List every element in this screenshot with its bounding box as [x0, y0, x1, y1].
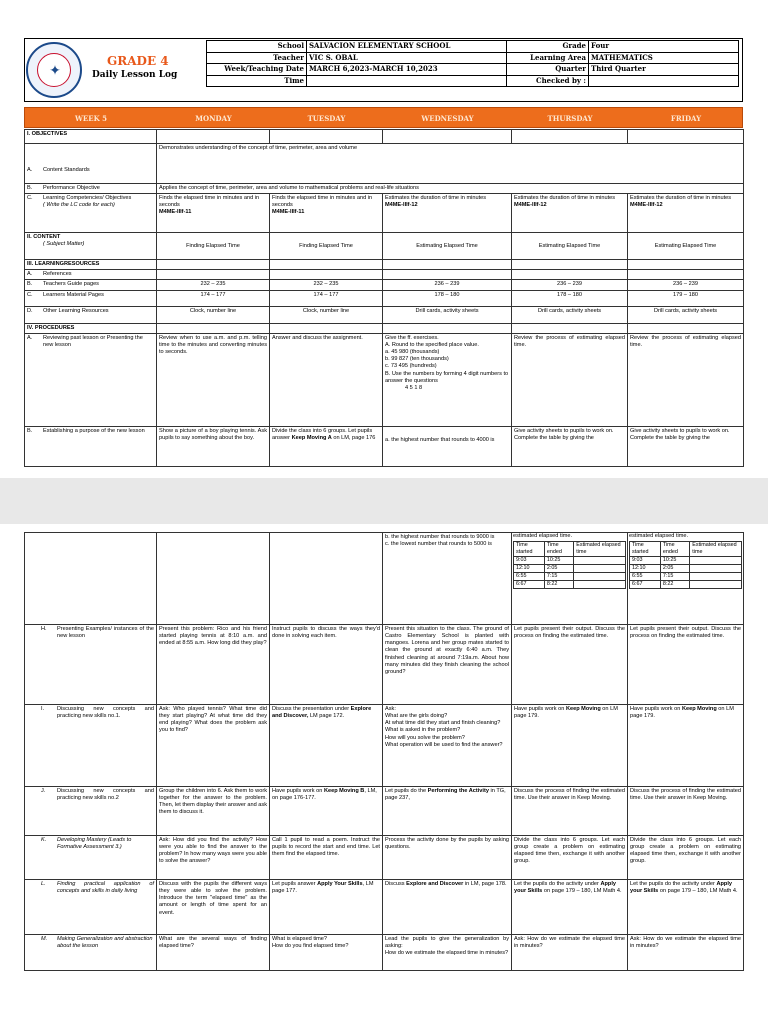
info-table — [206, 40, 739, 87]
performance-label: Performance Objective — [43, 185, 100, 191]
procedure-i-label: Discussing new concepts and practicing new skills no.1. — [57, 706, 154, 720]
competency-fri-code: M4ME-IIIf-12 — [630, 202, 663, 209]
deped-seal-icon: ✦ — [26, 42, 82, 98]
lm-mon: 174 – 177 — [157, 290, 270, 306]
content-tue: Finding Elapsed Time — [270, 233, 383, 260]
competency-mon: Finds the elapsed time in minutes and in seconds — [159, 195, 260, 209]
lm-thu: 178 – 180 — [512, 290, 628, 306]
procedure-j-fri: Discuss the process of finding the estimated time. Use their answer in Keep Moving. — [628, 787, 744, 836]
procedure-i-mon: Ask: Who played tennis? What time did they start playing? At what time did they end playing? What does the problem ask you to find? — [157, 705, 270, 787]
quarter-value: Third Quarter — [589, 64, 739, 76]
teacher-label: Teacher — [207, 52, 307, 64]
checked-by-value — [589, 75, 739, 87]
lm-tue: 174 – 177 — [270, 290, 383, 306]
procedure-b-fri: Give activity sheets to pupils to work on. Complete the table by giving the — [628, 426, 744, 466]
tg-mon: 232 – 235 — [157, 280, 270, 290]
tg-wed: 236 – 239 — [383, 280, 512, 290]
content-fri: Estimating Elapsed Time — [628, 233, 744, 260]
content-standard-label: Content Standards — [43, 167, 90, 173]
procedure-k-thu: Divide the class into 6 groups. Let each group create a problem on estimating elapsed time then, exchange it with another group. — [512, 836, 628, 880]
content-thu: Estimating Elapsed Time — [512, 233, 628, 260]
day-monday: MONDAY — [195, 114, 232, 123]
time-label: Time — [207, 75, 307, 87]
procedure-a-wed: Give the ff. exercises. A. Round to the specified place value. a. 45 980 (thousands) b. 99 827 (ten thousands) c. 73 495 (hundreds) B. Use the numbers by forming 4 digit numbers to answer the questions 4 5 1 8 — [383, 333, 512, 426]
procedure-m-label: Making Generalization and abstraction about the lesson — [57, 936, 153, 950]
procedure-i-wed: Ask: What are the girls doing? At what time did they start and finish cleaning? What is asked in the problem? How will you solve the problem? What operation will be used to find the answer? — [383, 705, 512, 787]
other-resources-label: Other Learning Resources — [43, 307, 109, 314]
day-friday: FRIDAY — [670, 114, 702, 123]
procedure-m-fri: Ask: How do we estimate the elapsed time in minutes? — [628, 935, 744, 971]
references-label: References — [43, 271, 72, 278]
procedure-j-tue: Have pupils work on Keep Moving B, LM, on page 176-177. — [270, 787, 383, 836]
procedure-a-mon: Review when to use a.m. and p.m. telling time to the minutes and converting minutes to seconds. — [157, 333, 270, 426]
competency-wed-code: M4ME-IIIf-12 — [385, 202, 418, 209]
procedure-a-thu: Review the process of estimating elapsed time. — [512, 333, 628, 426]
procedures-heading: IV. PROCEDURES — [25, 323, 157, 333]
content-sub: ( Subject Matter) — [43, 241, 85, 248]
day-header-bar — [24, 107, 743, 128]
procedure-l-wed: Discuss Explore and Discover in LM, page 178. — [383, 880, 512, 935]
lesson-grid-page1: I. OBJECTIVES A. Content Standards Demonstrates understanding of the concept of time, perimeter, area and volume B. Performance Objective Applies the concept of time, perimeter, area and volume to mathematical problems and real-life situations C. Learning Competencies/ Objectives ( Write the LC code for each) Finds the elapsed time in minutes and in seconds M4ME-IIIf-11 Finds the elapsed time in minutes and in seconds M4ME-IIIf-11 Estimates the duration of time in minutes M4ME-IIIf-12 Estimates the duration of time in minutes M4ME-IIIf-12 Estimates the duration of time in minutes M4ME-IIIf-12 II. CONTENT ( Subject Matter) Finding Elapsed Time Finding Elapsed Time Estimating Elapsed Time Estimating Elapsed Time Estimating Elapsed Time III. LEARNINGRESOURCES A. References B. Teachers Guide pages 232 – 235 232 – 235 236 – 239 236 – 239 236 – 239 C. Learners Material Pages 174 – 177 174 – 177 178 – 180 178 – 180 179 – 180 D. Other Learning Resources Clock, number line Clock, number line Drill cards, activity sheets Drill cards, activity sheets Drill cards, activity sheets IV. PROCEDURES A. Reviewing past lesson or Presenting the new lesson Review when to use a.m. and p.m. telling time to the minutes and converting minutes to seconds. Answer and discuss the assignment. Give the ff. exercises. A. Round to the specified place value. a. 45 980 (thousands) b. 99 827 (ten thousands) c. 73 495 (hundreds) B. Use the numbers by forming 4 digit numbers to answer the questions 4 5 1 8 Review the process of estimating elapsed time. Review the process of estimating elapsed time. B. Establishing a purpose of the new lesson Show a picture of a boy playing tennis. Ask pupils to say something about the boy. Divide the class into 6 groups. Let pupils answer Keep Moving A on LM, page 176 a. the highest number that rounds to 4000 is Give activity sheets to pupils to work on. Complete the table by giving the Give activity sheets to pupils to work on. Complete the table by giving the — [24, 129, 744, 467]
page-one — [0, 0, 768, 478]
procedure-m-mon: What are the several ways of finding elapsed time? — [157, 935, 270, 971]
competency-fri: Estimates the duration of time in minutes — [630, 195, 732, 202]
lm-label: Learners Material Pages — [43, 291, 104, 298]
procedure-b-thu: Give activity sheets to pupils to work on. Complete the table by giving the — [512, 426, 628, 466]
content-wed: Estimating Elapsed Time — [383, 233, 512, 260]
day-thursday: THURSDAY — [547, 114, 593, 123]
school-label: School — [207, 41, 307, 53]
teacher-value: VIC S. OBAL — [307, 52, 507, 64]
time-value — [307, 75, 507, 87]
competency-label: Learning Competencies/ Objectives — [43, 195, 132, 202]
log-title: Daily Lesson Log — [92, 70, 178, 80]
procedure-h-wed: Present this situation to the class. The ground of Castro Elementary School is planted with mangoes. Lorena and her group mates started to clean the ground at exactly 6:40 a.m. They finished cleaning at around 7:19a.m. About how many minutes did they finish cleaning the school ground? — [383, 625, 512, 705]
tg-fri: 236 – 239 — [628, 280, 744, 290]
procedure-l-thu: Let the pupils do the activity under Apply your Skills on page 179 – 180, LM Math 4. — [512, 880, 628, 935]
cont-fri: estimated elapsed time. Time started Time ended Estimated elapsed time 9:03 10:25 12:10 2:05 6:55 7:15 6:67 8:22 — [628, 533, 744, 625]
objectives-heading: I. OBJECTIVES — [25, 130, 157, 144]
procedure-a-fri: Review the process of estimating elapsed time. — [628, 333, 744, 426]
week-date-value: MARCH 6,2023-MARCH 10,2023 — [307, 64, 507, 76]
content-standard-label-cell: A. Content Standards — [25, 144, 157, 184]
content-mon: Finding Elapsed Time — [157, 233, 270, 260]
grade-value: Four — [589, 41, 739, 53]
learning-area-value: MATHEMATICS — [589, 52, 739, 64]
school-value: SALVACION ELEMENTARY SCHOOL — [307, 41, 507, 53]
procedure-m-tue: What is elapsed time? How do you find elapsed time? — [270, 935, 383, 971]
procedure-b-mon: Show a picture of a boy playing tennis. Ask pupils to say something about the boy. — [157, 426, 270, 466]
procedure-a-tue: Answer and discuss the assignment. — [270, 333, 383, 426]
procedure-j-thu: Discuss the process of finding the estimated time. Use their answer in Keep Moving. — [512, 787, 628, 836]
procedure-b-label: Establishing a purpose of the new lesson — [43, 427, 145, 434]
day-tuesday: TUESDAY — [307, 114, 346, 123]
quarter-label: Quarter — [507, 64, 589, 76]
elapsed-table-fri: Time started Time ended Estimated elapsed time 9:03 10:25 12:10 2:05 6:55 7:15 6:67 8:22 — [629, 541, 742, 588]
procedure-j-wed: Let pupils do the Performing the Activity in TG, page 237, — [383, 787, 512, 836]
lm-fri: 179 – 180 — [628, 290, 744, 306]
tg-tue: 232 – 235 — [270, 280, 383, 290]
procedure-k-mon: Ask: How did you find the activity? How were you able to find the answer to the problem? In how many ways were you able to solve the answer? — [157, 836, 270, 880]
procedure-h-tue: Instruct pupils to discuss the ways they'd done in solving each item. — [270, 625, 383, 705]
resources-heading: III. LEARNINGRESOURCES — [25, 260, 157, 270]
content-standard-text: Demonstrates understanding of the concept of time, perimeter, area and volume — [157, 144, 744, 184]
procedure-k-wed: Process the activity done by the pupils by asking questions. — [383, 836, 512, 880]
procedure-l-tue: Let pupils answer Apply Your Skills, LM page 177. — [270, 880, 383, 935]
procedure-k-tue: Call 1 pupil to read a poem. Instruct the pupils to record the start and end time. Let them find the elapsed time. — [270, 836, 383, 880]
procedure-l-fri: Let the pupils do the activity under Apply your Skills on page 179 – 180, LM Math 4. — [628, 880, 744, 935]
procedure-h-fri: Let pupils present their output. Discuss the process on finding the estimated time. — [628, 625, 744, 705]
page-two — [0, 524, 768, 1024]
procedure-a-label: Reviewing past lesson or Presenting the new lesson — [43, 334, 143, 348]
other-tue: Clock, number line — [270, 306, 383, 323]
competency-wed: Estimates the duration of time in minutes — [385, 195, 487, 202]
procedure-k-fri: Divide the class into 6 groups. Let each group create a problem on estimating elapsed time then, exchange it with another group. — [628, 836, 744, 880]
other-thu: Drill cards, activity sheets — [512, 306, 628, 323]
competency-thu: Estimates the duration of time in minutes — [514, 195, 616, 202]
procedure-h-label: Presenting Examples/ instances of the new lesson — [57, 626, 154, 640]
procedure-i-tue: Discuss the presentation under Explore and Discover, LM page 172. — [270, 705, 383, 787]
procedure-k-label: Developing Mastery (Leads to Formative Assessment 3.) — [57, 837, 132, 851]
page-gap — [0, 478, 768, 524]
competency-tue-code: M4ME-IIIf-11 — [272, 209, 305, 216]
tg-thu: 236 – 239 — [512, 280, 628, 290]
content-heading: II. CONTENT — [27, 234, 61, 241]
procedure-b-tue: Divide the class into 6 groups. Let pupils answer Keep Moving A on LM, page 176 — [270, 426, 383, 466]
week-date-label: Week/Teaching Date — [207, 64, 307, 76]
competency-tue: Finds the elapsed time in minutes and in seconds — [272, 195, 373, 209]
checked-by-label: Checked by : — [507, 75, 589, 87]
other-wed: Drill cards, activity sheets — [383, 306, 512, 323]
lm-wed: 178 – 180 — [383, 290, 512, 306]
procedure-l-label: Finding practical application of concepts and skills in daily living — [57, 881, 154, 895]
performance-text: Applies the concept of time, perimeter, area and volume to mathematical problems and real-life situations — [157, 184, 744, 194]
procedure-h-thu: Let pupils present their output. Discuss the process on finding the estimated time. — [512, 625, 628, 705]
competency-mon-code: M4ME-IIIf-11 — [159, 209, 192, 216]
elapsed-table-thu: Time started Time ended Estimated elapsed time 9:03 10:25 12:10 2:05 6:55 7:15 6:67 8:22 — [513, 541, 626, 588]
day-wednesday: WEDNESDAY — [421, 114, 474, 123]
procedure-j-mon: Group the children into 6. Ask them to work together for the answer to the problem. Then, let them display their answer and ask them to discuss it. — [157, 787, 270, 836]
procedure-m-wed: Lead the pupils to give the generalization by asking: How do we estimate the elapsed time in minutes? — [383, 935, 512, 971]
tg-label: Teachers Guide pages — [43, 281, 99, 288]
week-label: WEEK 5 — [75, 114, 107, 123]
procedure-b-wed: a. the highest number that rounds to 4000 is — [383, 426, 512, 466]
cont-thu: estimated elapsed time. Time started Time ended Estimated elapsed time 9:03 10:25 12:10 2:05 6:55 7:15 6:67 8:22 — [512, 533, 628, 625]
competency-thu-code: M4ME-IIIf-12 — [514, 202, 547, 209]
procedure-m-thu: Ask: How do we estimate the elapsed time in minutes? — [512, 935, 628, 971]
procedure-l-mon: Discuss with the pupils the different ways they were able to solve the problem. Introduce the term "elapsed time" as the amount or length of time spent for an event. — [157, 880, 270, 935]
learning-area-label: Learning Area — [507, 52, 589, 64]
competency-note: ( Write the LC code for each) — [43, 202, 115, 209]
cont-wed: b. the highest number that rounds to 9000 is c. the lowest number that rounds to 5000 is — [383, 533, 512, 625]
lesson-grid-page2: b. the highest number that rounds to 9000 is c. the lowest number that rounds to 5000 is estimated elapsed time. Time started Time ended Estimated elapsed time 9:03 10:25 12:10 2:05 6:55 7:15 6:67 8:22 estimated elapsed time. Time started Time ended Estimated elapsed time 9:03 10:25 12:10 2:05 6:55 7:15 6:67 8:22 H. Presenting Examples/ instances of the new lesson Present this problem: Rico and his friend started playing tennis at 8:10 a.m. and ended at 8:55 a.m. How long did they play? Instruct pupils to discuss the ways they'd done in solving each item. Present this situation to the class. The ground of Castro Elementary School is planted with mangoes. Lorena and her group mates started to clean the ground at exactly 6:40 a.m. They finished cleaning at around 7:19a.m. About how many minutes did they finish cleaning the school ground? Let pupils present their output. Discuss the process on finding the estimated time. Let pupils present their output. Discuss the process on finding the estimated time. I. Discussing new concepts and practicing new skills no.1. Ask: Who played tennis? What time did they start playing? At what time did they end playing? What does the problem ask you to find? Discuss the presentation under Explore and Discover, LM page 172. Ask: What are the girls doing? At what time did they start and finish cleaning? What is asked in the problem? How will you solve the problem? What operation will be used to find the answer? Have pupils work on Keep Moving on LM page 179. Have pupils work on Keep Moving on LM page 179. J. Discussing new concepts and practicing new skills no.2 Group the children into 6. Ask them to work together for the answer to the problem. Then, let them display their answer and ask them to discuss it. Have pupils work on Keep Moving B, LM, on page 176-177. Let pupils do the Performing the Activity in TG, page 237, Discuss the process of finding the estimated time. Use their answer in Keep Moving. Discuss the process of finding the estimated time. Use their answer in Keep Moving. K. Developing Mastery (Leads to Formative Assessment 3.) Ask: How did you find the activity? How were you able to find the answer to the problem? In how many ways were you able to solve the answer? Call 1 pupil to read a poem. Instruct the pupils to record the start and end time. Let them find the elapsed time. Process the activity done by the pupils by asking questions. Divide the class into 6 groups. Let each group create a problem on estimating elapsed time then, exchange it with another group. Divide the class into 6 groups. Let each group create a problem on estimating elapsed time then, exchange it with another group. L. Finding practical application of concepts and skills in daily living Discuss with the pupils the different ways they were able to solve the problem. Introduce the term "elapsed time" as the amount or length of time spent for an event. Let pupils answer Apply Your Skills, LM page 177. Discuss Explore and Discover in LM, page 178. Let the pupils do the activity under Apply your Skills on page 179 – 180, LM Math 4. Let the pupils do the activity under Apply your Skills on page 179 – 180, LM Math 4. M. Making Generalization and abstraction about the lesson What are the several ways of finding elapsed time? What is elapsed time? How do you find elapsed time? Lead the pupils to give the generalization by asking: How do we estimate the elapsed time in minutes? Ask: How do we estimate the elapsed time in minutes? Ask: How do we estimate the elapsed time in minutes? — [24, 532, 744, 971]
grade-label: Grade — [507, 41, 589, 53]
other-mon: Clock, number line — [157, 306, 270, 323]
procedure-i-fri: Have pupils work on Keep Moving on LM page 179. — [628, 705, 744, 787]
procedure-h-mon: Present this problem: Rico and his friend started playing tennis at 8:10 a.m. and ended at 8:55 a.m. How long did they play? — [157, 625, 270, 705]
procedure-i-thu: Have pupils work on Keep Moving on LM page 179. — [512, 705, 628, 787]
other-fri: Drill cards, activity sheets — [628, 306, 744, 323]
procedure-j-label: Discussing new concepts and practicing new skills no.2 — [57, 788, 154, 802]
grade-title: GRADE 4 — [107, 54, 169, 68]
